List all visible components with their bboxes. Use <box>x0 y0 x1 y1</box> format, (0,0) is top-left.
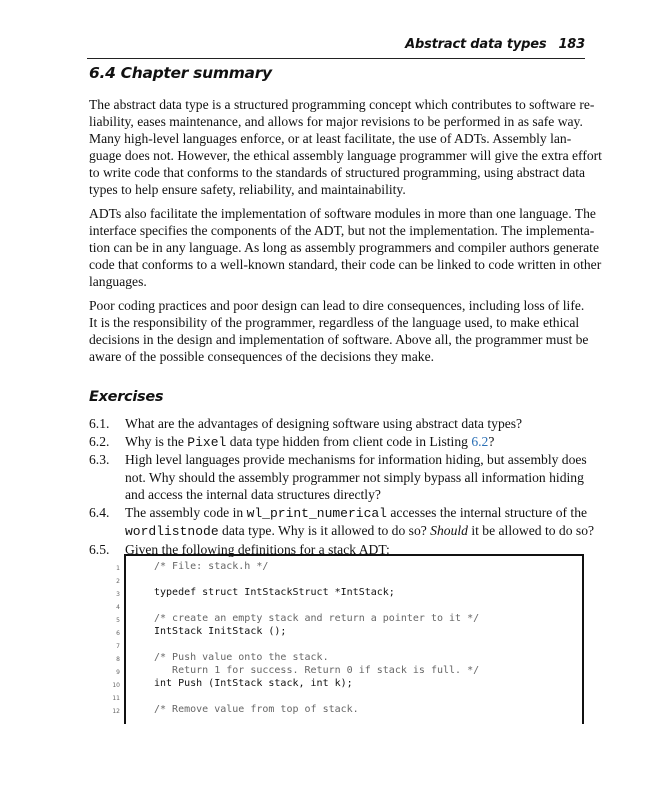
line-number: 5 <box>116 617 120 624</box>
page-number: 183 <box>558 37 585 52</box>
text-run: data type. Why is it allowed to do so? <box>218 523 431 538</box>
code-line: /* Push value onto the stack. <box>154 652 329 663</box>
summary-paragraph-1 <box>89 96 602 198</box>
text-line: guage does not. However, the ethical assembly language programmer will give the extra effort <box>89 148 602 163</box>
code-line: Return 1 for success. Return 0 if stack is full. */ <box>154 665 480 676</box>
exercise-item <box>89 504 595 541</box>
text-line: interface specifies the components of the ADT, but not the implementation. The implementa- <box>89 223 595 238</box>
text-run: ? <box>488 433 495 449</box>
text-line: Poor coding practices and poor design can lead to dire consequences, including loss of life. <box>89 298 585 313</box>
text-run: The assembly code in <box>125 504 247 520</box>
exercise-number: 6.3. <box>89 452 110 467</box>
text-run: accesses the internal structure of the <box>387 504 588 520</box>
summary-paragraph-3 <box>89 297 589 365</box>
line-number: 11 <box>112 695 120 702</box>
running-title: Abstract data types <box>405 37 547 52</box>
line-number: 12 <box>112 708 120 715</box>
code-line: int Push (IntStack stack, int k); <box>154 678 353 689</box>
text-line: tion can be in any language. As long as assembly programmers and compiler authors generate <box>89 240 599 255</box>
code-line: IntStack InitStack (); <box>154 626 287 637</box>
section-title: 6.4 Chapter summary <box>89 64 272 82</box>
exercise-number: 6.4. <box>89 504 110 520</box>
line-number: 3 <box>116 591 120 598</box>
exercise-item <box>89 415 589 433</box>
header-rule <box>87 58 585 59</box>
text-line: Many high-level languages enforce, or at least facilitate, the use of ADTs. Assembly lan- <box>89 131 572 146</box>
text-line: code that conforms to a well-known standard, their code can be linked to code written in other <box>89 257 602 272</box>
exercise-text: What are the advantages of designing software using abstract data types? <box>125 416 523 431</box>
running-header <box>405 37 585 52</box>
line-number: 10 <box>112 682 120 689</box>
exercises-title: Exercises <box>89 389 164 405</box>
exercise-text <box>125 522 595 541</box>
exercise-number: 6.1. <box>89 416 110 431</box>
text-line: The abstract data type is a structured programming concept which contributes to software re- <box>89 97 595 112</box>
code-listing <box>154 560 479 716</box>
text-line: ADTs also facilitate the implementation of software modules in more than one language. The <box>89 206 596 221</box>
exercise-text: and access the internal data structures directly? <box>125 487 381 502</box>
code-identifier: wordlistnode <box>125 524 219 539</box>
text-run: it be allowed to do so? <box>467 523 595 538</box>
exercise-number: 6.2. <box>89 433 110 449</box>
exercise-text: not. Why should the assembly programmer not simply bypass all information hiding <box>125 469 584 485</box>
text-line: It is the responsibility of the programmer, regardless of the language used, to make ethical <box>89 315 580 330</box>
exercise-text <box>125 504 589 523</box>
exercise-number: 6.5. <box>89 541 110 557</box>
text-line: to write code that conforms to the standards of structured programming, using abstract data <box>89 165 586 180</box>
line-number: 2 <box>116 578 120 585</box>
line-number: 8 <box>116 656 120 663</box>
exercise-item <box>89 451 589 504</box>
code-identifier: wl_print_numerical <box>246 505 387 521</box>
exercise-list <box>89 415 595 558</box>
line-number: 7 <box>116 643 120 650</box>
emphasis-text: Should <box>430 523 468 538</box>
text-line: decisions in the design and implementation of software. Above all, the programmer must be <box>89 332 589 347</box>
exercise-text <box>125 433 589 452</box>
listing-line-numbers <box>106 562 120 718</box>
code-identifier: Pixel <box>187 434 227 450</box>
code-line: /* File: stack.h */ <box>154 561 269 572</box>
exercise-text: High level languages provide mechanisms for information hiding, but assembly does <box>125 452 587 467</box>
line-number: 6 <box>116 630 120 637</box>
line-number: 4 <box>116 604 120 611</box>
text-line: liability, eases maintenance, and allows for major revisions to be performed in as safe way. <box>89 114 583 129</box>
text-line: aware of the possible consequences of the decisions they make. <box>89 349 435 364</box>
code-line: typedef struct IntStackStruct *IntStack; <box>154 587 395 598</box>
line-number: 9 <box>116 669 120 676</box>
code-line: /* Remove value from top of stack. <box>154 704 359 715</box>
text-run: data type hidden from client code in Listing <box>226 433 472 449</box>
text-line: types to help ensure safety, reliability, and maintainability. <box>89 182 406 197</box>
summary-paragraph-2 <box>89 205 602 290</box>
exercise-text: Given the following definitions for a stack ADT: <box>125 541 390 557</box>
text-run: Why is the <box>125 433 188 449</box>
listing-reference-link[interactable]: 6.2 <box>471 433 489 449</box>
text-line: languages. <box>89 274 147 289</box>
exercise-item <box>89 433 589 452</box>
code-line: /* create an empty stack and return a pointer to it */ <box>154 613 480 624</box>
line-number: 1 <box>116 565 120 572</box>
